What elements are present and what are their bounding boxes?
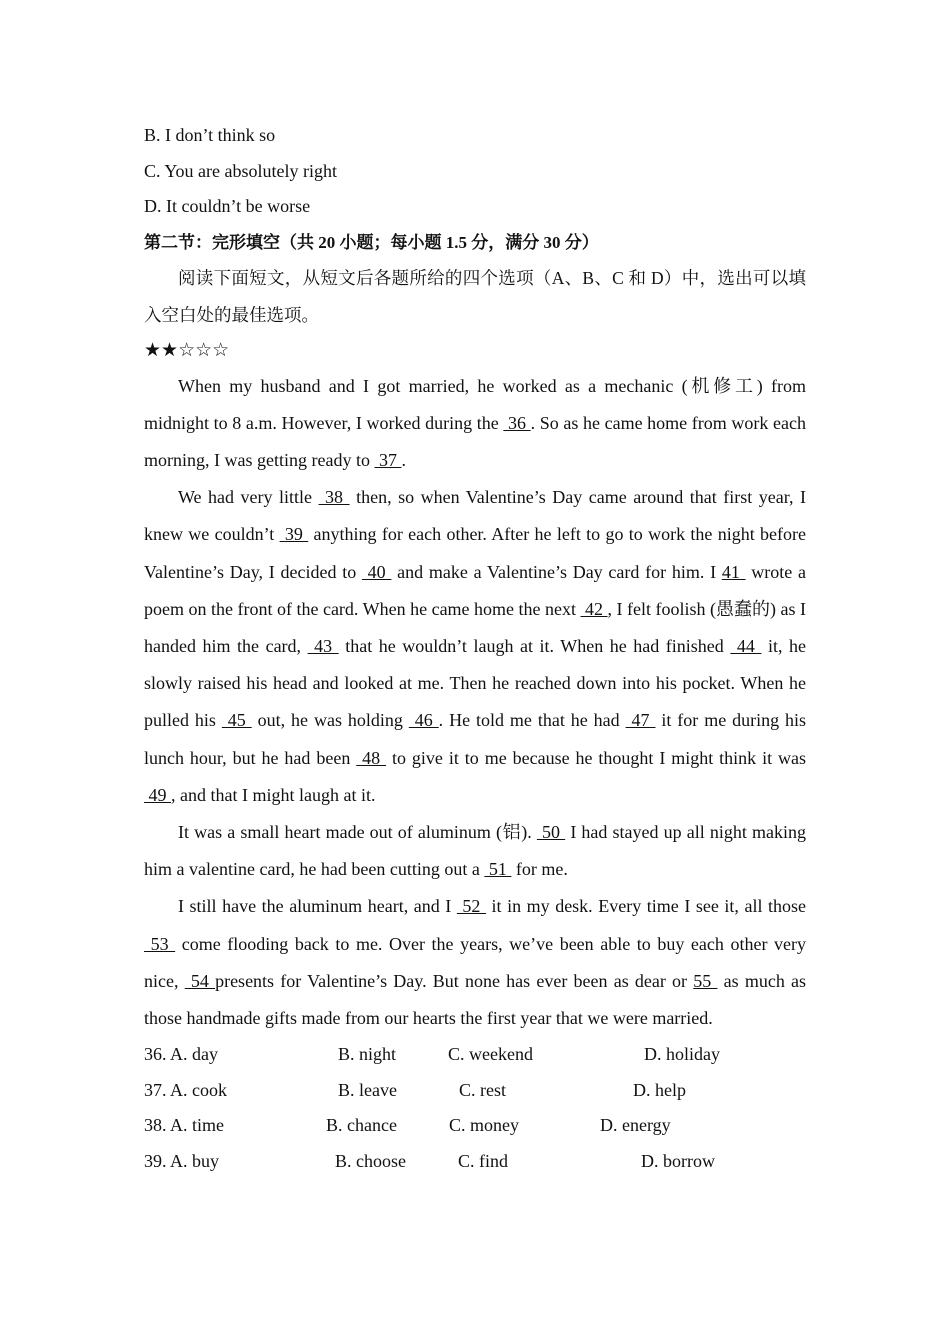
- difficulty-stars: ★★☆☆☆: [144, 339, 230, 361]
- option-c: C. find: [458, 1150, 509, 1171]
- blank-52: 52: [456, 896, 486, 917]
- blank-55: 55: [693, 970, 718, 991]
- blank-48: 48: [356, 747, 387, 768]
- blank-36: 36: [503, 412, 531, 433]
- blank-38: 38: [318, 487, 350, 508]
- exam-page: [144, 118, 806, 1179]
- option-a: 37. A. cook: [144, 1079, 227, 1100]
- option-d: D. borrow: [641, 1150, 715, 1171]
- blank-39: 39: [279, 524, 309, 545]
- option-b: B. night: [338, 1044, 397, 1065]
- blank-51: 51: [484, 859, 512, 880]
- blank-53: 53: [144, 933, 176, 954]
- passage-paragraph-3: It was a small heart made out of aluminum (铝). 50 I had stayed up all night making him a valentine card, he had been cutting out a 51 for me.: [144, 821, 807, 880]
- blank-37: 37: [374, 449, 402, 470]
- option-d: D. holiday: [644, 1044, 720, 1065]
- option-c: C. rest: [459, 1079, 506, 1100]
- option-b: B. chance: [326, 1115, 397, 1136]
- option-a: 39. A. buy: [144, 1150, 220, 1171]
- section-title: 第二节：完形填空（共 20 小题；每小题 1.5 分，满分 30 分）: [144, 232, 599, 252]
- option-d: D. help: [633, 1079, 686, 1100]
- prev-option-d: D. It couldn’t be worse: [144, 196, 311, 216]
- prev-option-c: C. You are absolutely right: [144, 160, 337, 181]
- passage-paragraph-2: We had very little 38 then, so when Valentine’s Day came around that first year, I knew we couldn’t 39 anything for each other. After he left to go to work the night before Valentine’s Day, I decided to 40 and make a Valentine’s Day card for him. I 41 wrote a poem on the front of the card. When he came home the next 42 , I felt foolish (愚蠢的) as I handed him the card, 43 that he wouldn’t laugh at it. When he had finished 44 it, he slowly raised his head and looked at me. Then he reached down into his pocket. When he pulled his 45 out, he was holding 46 . He told me that he had 47 it for me during his lunch hour, but he had been 48 to give it to me because he thought I might think it was 49 , and that I might laugh at it.: [144, 487, 807, 805]
- passage-paragraph-1: When my husband and I got married, he worked as a mechanic (机修工) from midnight to 8 a.m. However, I worked during the 36 . So as he came home from work each morning, I was getting ready to 37 .: [144, 375, 806, 470]
- blank-44: 44: [730, 635, 762, 656]
- blank-47: 47: [625, 710, 656, 731]
- passage-paragraph-4: I still have the aluminum heart, and I 52 it in my desk. Every time I see it, all those 53 come flooding back to me. Over the years, we’ve been able to buy each other very nice, 54 presents for Valentine’s Day. But none has ever been as dear or 55 as much as those handmade gifts made from our hearts the first year that we were married.: [144, 896, 807, 1028]
- instructions: 阅读下面短文，从短文后各题所给的四个选项（A、B、C 和 D）中，选出可以填入空白处的最佳选项。: [144, 267, 806, 325]
- question-37-options: [144, 1073, 806, 1109]
- option-b: B. choose: [335, 1150, 406, 1171]
- blank-45: 45: [221, 710, 252, 731]
- prev-option-b: B. I don’t think so: [144, 125, 276, 145]
- blank-49: 49: [144, 784, 171, 805]
- blank-50: 50: [536, 821, 566, 842]
- option-c: C. money: [449, 1115, 519, 1136]
- option-b: B. leave: [338, 1079, 397, 1100]
- question-38-options: [144, 1108, 806, 1144]
- blank-42: 42: [580, 598, 608, 619]
- option-c: C. weekend: [448, 1044, 533, 1065]
- option-a: 36. A. day: [144, 1044, 218, 1065]
- question-39-options: [144, 1144, 806, 1180]
- blank-54: 54: [184, 970, 216, 991]
- blank-40: 40: [361, 561, 392, 582]
- blank-43: 43: [307, 635, 339, 656]
- question-36-options: [144, 1037, 806, 1073]
- blank-46: 46: [408, 710, 439, 731]
- blank-41: 41: [721, 561, 746, 582]
- option-a: 38. A. time: [144, 1115, 224, 1136]
- option-d: D. energy: [600, 1115, 671, 1136]
